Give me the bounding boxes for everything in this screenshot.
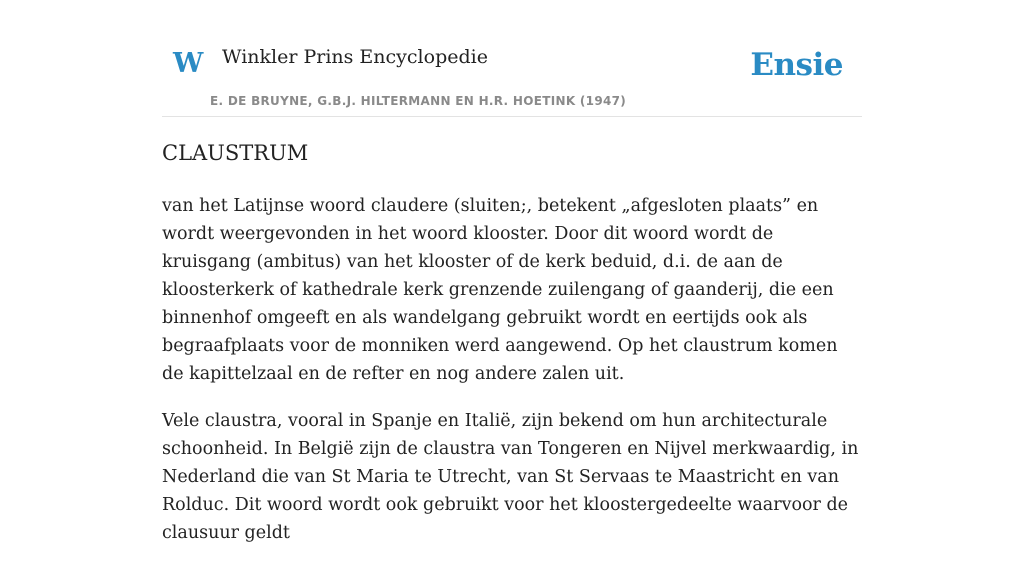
ensie-logo[interactable]: Ensie [750,47,843,83]
article-headword: CLAUSTRUM [162,141,309,165]
article-paragraph: van het Latijnse woord claudere (sluiten;, betekent „afgesloten plaats” en wordt weergevonden in het woord klooster. Door dit woord wordt de kruisgang (ambitus) van het klooster of de kerk beduid, d.i. de aan de kloosterkerk of kathedrale kerk grenzende zuilengang of gaanderij, die een binnenhof omgeeft en als wandelgang gebruikt wordt en eertijds ook als begraafplaats voor de monniken werd aangewend. Op het claustrum komen de kapittelzaal en de refter en nog andere zalen uit. [162,196,838,384]
encyclopedia-title[interactable]: Winkler Prins Encyclopedie [222,46,488,68]
article-body [162,192,862,566]
authors-line: E. DE BRUYNE, G.B.J. HILTERMANN EN H.R. HOETINK (1947) [210,94,627,108]
header [162,0,862,117]
wp-logo-icon[interactable]: W [173,48,204,79]
article-paragraph: Vele claustra, vooral in Spanje en Italië, zijn bekend om hun architecturale schoonheid. In België zijn de claustra van Tongeren en Nijvel merkwaardig, in Nederland die van St Maria te Utrecht, van St Servaas te Maastricht en van Rolduc. Dit woord wordt ook gebruikt voor het kloostergedeelte waarvoor de clausuur geldt [162,411,859,543]
